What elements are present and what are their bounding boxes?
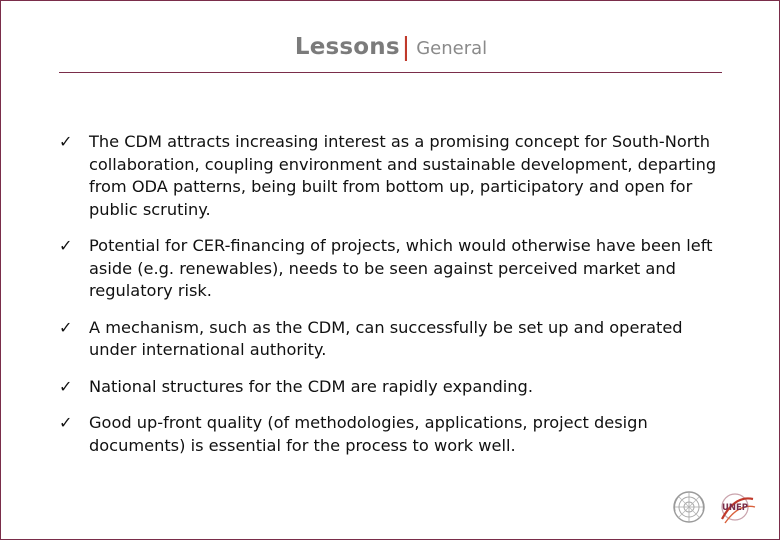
bullet-text: Good up-front quality (of methodologies, applications, project design documents) is essential for the process to work well. [89, 413, 648, 455]
bullet-text: A mechanism, such as the CDM, can successfully be set up and operated under international authority. [89, 317, 683, 359]
title-subtitle: General [416, 38, 488, 59]
bullet-item [59, 131, 729, 221]
bullet-text: National structures for the CDM are rapidly expanding. [89, 376, 533, 396]
check-icon: ✓ [59, 376, 73, 396]
bullet-item [59, 317, 729, 362]
bullet-list [59, 131, 729, 457]
check-icon: ✓ [59, 413, 73, 432]
unep-logo-text: UNEP [721, 503, 749, 513]
check-icon: ✓ [59, 317, 73, 337]
check-icon: ✓ [59, 132, 73, 151]
title-main: Lessons [294, 34, 400, 60]
bullet-item [59, 376, 729, 399]
title-divider [59, 72, 722, 73]
un-emblem-icon [671, 489, 707, 525]
bullet-text: The CDM attracts increasing interest as a promising concept for South-North collaboration, coupling environment and sustainable development, departing from ODA patterns, being built from bottom up, participatory and open for public scrutiny. [89, 132, 717, 219]
bullet-item [59, 412, 729, 457]
title-separator: | [401, 32, 411, 61]
check-icon: ✓ [59, 236, 73, 255]
bullet-item [59, 235, 729, 303]
footer-logos [671, 489, 757, 525]
bullet-text: Potential for CER-financing of projects, which would otherwise have been left aside (e.g. renewables), needs to be seen against perceived market and regulatory risk. [89, 236, 713, 300]
unep-logo-icon [713, 489, 757, 525]
page-title [1, 31, 780, 60]
